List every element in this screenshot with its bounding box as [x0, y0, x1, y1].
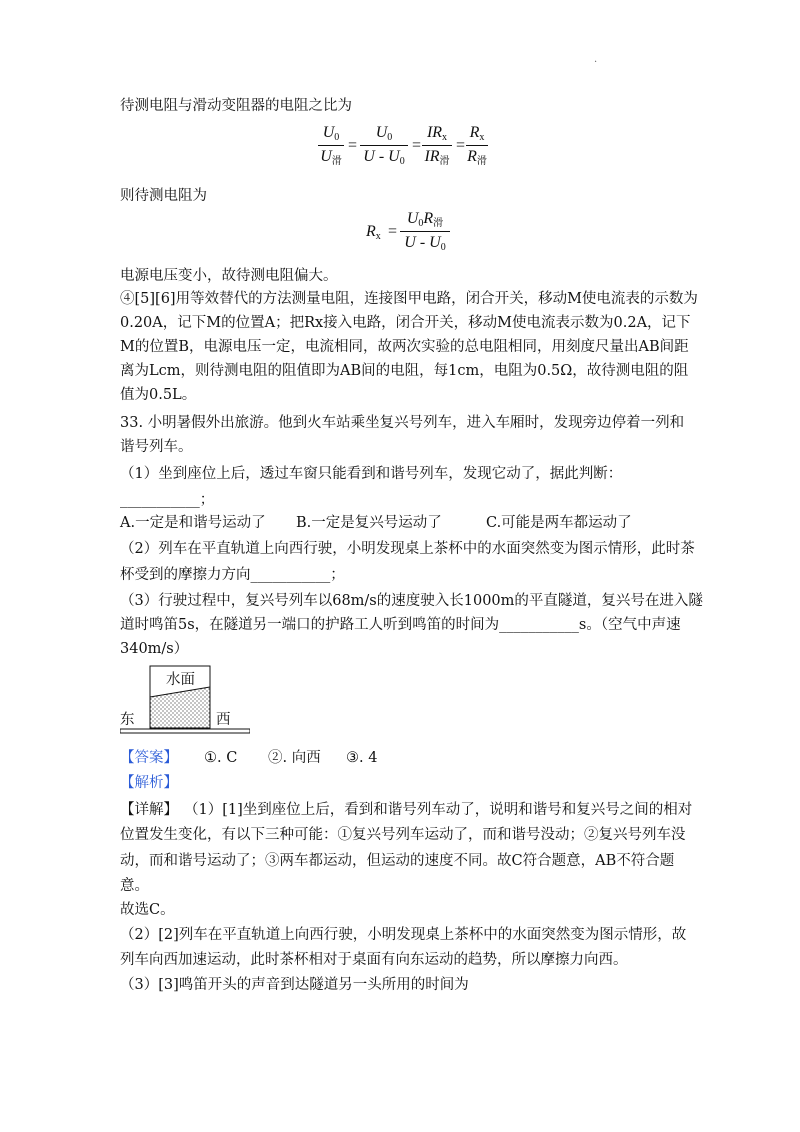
answer-tag: 【答案】 [120, 750, 178, 766]
east-label: 东 [120, 712, 135, 728]
water-surface-label: 水面 [166, 672, 195, 688]
part-2-line: （2）列车在平直轨道上向西行驶，小明发现桌上茶杯中的水面突然变为图示情形，此时茶 [120, 541, 695, 557]
answer-1: ①. C [204, 750, 238, 766]
detail-line: 列车向西加速运动，此时茶杯相对于桌面有向东运动的趋势，所以摩擦力向西。 [120, 952, 628, 968]
west-label: 西 [216, 712, 231, 728]
part-3-line: （3）行驶过程中，复兴号列车以68m/s的速度驶入长1000m的平直隧道，复兴号在进入隧 [120, 593, 703, 609]
answer-3: ③. 4 [346, 750, 378, 766]
question-33-line: 谐号列车。 [120, 439, 193, 455]
part-3-line: 道时鸣笛5s，在隧道另一端口的护路工人听到鸣笛的时间为___________s。（空气中声速 [120, 617, 681, 633]
text-line: 0.20A，记下M的位置A；把Rx接入电路，闭合开关，移动M使电流表示数为0.2A，记下 [120, 315, 691, 331]
detail-line: （1）[1]坐到座位上后，看到和谐号列车动了，说明和谐号和复兴号之间的相对 [184, 802, 693, 818]
detail-tag: 【详解】 [120, 802, 178, 818]
corner-mark: . [594, 54, 598, 65]
option-a: A.一定是和谐号运动了 [120, 515, 266, 531]
analysis-tag: 【解析】 [120, 775, 178, 791]
answer-blank-1: ___________； [120, 492, 215, 508]
rx-formula: $R_x$ = $U_0R_滑$ U - $U_0$ [366, 210, 466, 258]
text-line: ④[5][6]用等效替代的方法测量电阻，连接图甲电路，闭合开关，移动M使电流表的示数为 [120, 291, 698, 307]
detail-line: （3）[3]鸣笛开头的声音到达隧道另一头所用的时间为 [120, 977, 469, 993]
part-1-line: （1）坐到座位上后，透过车窗只能看到和谐号列车，发现它动了，据此判断： [120, 466, 623, 482]
ratio-formula: $U_0$ $U_滑$ = $\frac{U_0}{U - U_0}$ = $IR_x$ $IR_滑$ = $R_x$ $R_滑$ [318, 124, 488, 172]
text-line: 值为0.5L。 [120, 387, 197, 403]
text-line: 离为Lcm，则待测电阻的阻值即为AB间的电阻，每1cm，电阻为0.5Ω，故待测电阻的阻 [120, 363, 689, 379]
part-3-line: 340m/s） [120, 641, 189, 657]
detail-line: 故选C。 [120, 902, 175, 918]
text-line: M的位置B，电源电压一定，电流相同，故两次实验的总电阻相同，用刻度尺量出AB间距 [120, 339, 689, 355]
option-c: C.可能是两车都运动了 [486, 515, 632, 531]
option-b: B.一定是复兴号运动了 [296, 515, 442, 531]
detail-line: 位置发生变化，有以下三种可能：①复兴号列车运动了，而和谐号没动；②复兴号列车没 [120, 827, 686, 843]
detail-line: （2）[2]列车在平直轨道上向西行驶，小明发现桌上茶杯中的水面突然变为图示情形，故 [120, 927, 687, 943]
text-line: 则待测电阻为 [120, 188, 207, 204]
teacup-diagram [120, 664, 250, 746]
answer-2: ②. 向西 [268, 750, 321, 766]
text-line: 待测电阻与滑动变阻器的电阻之比为 [120, 98, 352, 114]
text-line: 电源电压变小，故待测电阻偏大。 [120, 268, 338, 284]
question-33-line: 33. 小明暑假外出旅游。他到火车站乘坐复兴号列车，进入车厢时，发现旁边停着一列和 [120, 415, 685, 431]
part-2-line: 杯受到的摩擦力方向___________； [120, 567, 345, 583]
detail-line: 意。 [120, 878, 149, 894]
detail-line: 动，而和谐号运动了；③两车都运动，但运动的速度不同。故C符合题意，AB不符合题 [120, 853, 675, 869]
